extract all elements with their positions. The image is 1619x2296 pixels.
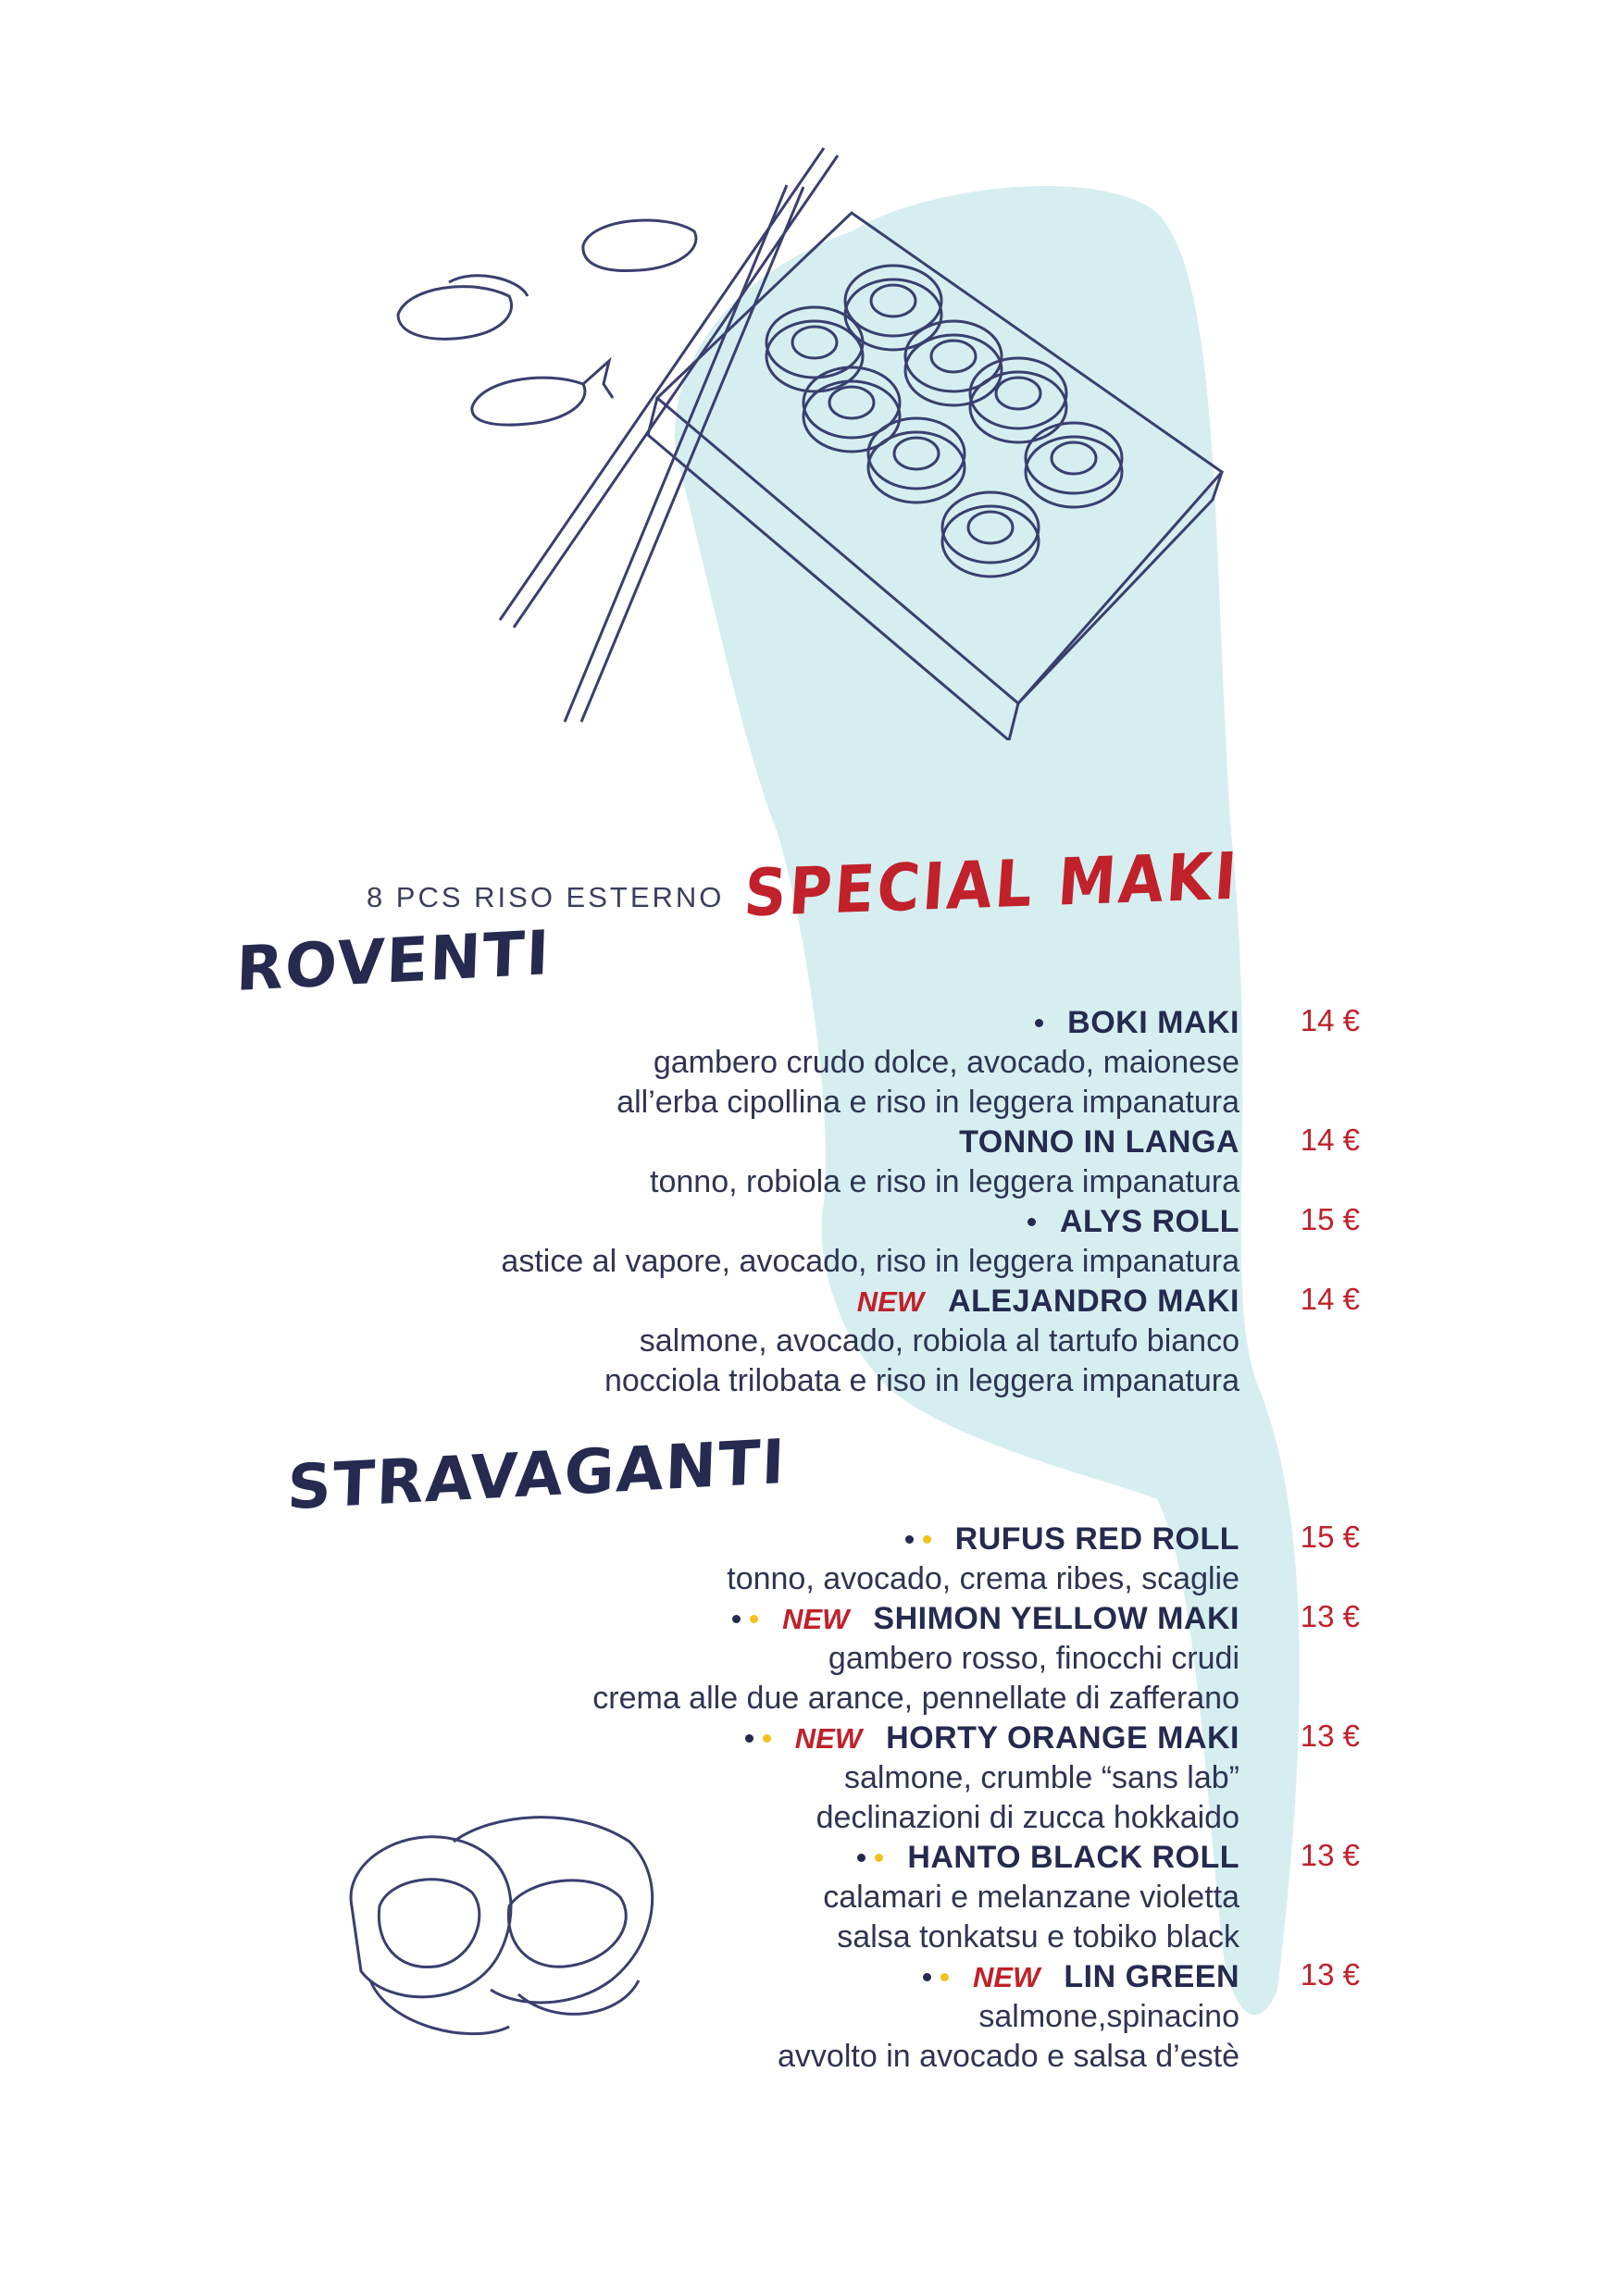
item-name: RUFUS RED ROLL [954,1521,1239,1557]
menu-header [366,838,1242,932]
section-items-roventi [129,1003,1360,1401]
item-description: calamari e melanzane violetta [823,1880,1239,1915]
item-description: astice al vapore, avocado, riso in leggera impanatura [501,1244,1239,1279]
item-name: ALYS ROLL [1059,1204,1239,1239]
item-name: SHIMON YELLOW MAKI [873,1601,1239,1636]
spice-dot-navy [1035,1019,1043,1027]
item-description: gambero crudo dolce, avocado, maionese [653,1045,1239,1080]
new-badge: NEW [782,1602,850,1635]
item-name: BOKI MAKI [1067,1005,1239,1040]
item-name: HANTO BLACK ROLL [907,1840,1239,1875]
section-title-roventi: ROVENTI [234,916,553,1006]
spice-dots [857,1854,892,1862]
spice-dot-navy [905,1535,914,1544]
item-description: declinazioni di zucca hokkaido [816,1800,1239,1835]
item-description: gambero rosso, finocchi crudi [828,1641,1239,1676]
menu-item-tonno-in-langa [129,1123,1360,1162]
item-description: salmone, crumble “sans lab” [843,1760,1239,1795]
item-price: 13 € [1300,1719,1360,1753]
spice-dot-navy [857,1854,866,1862]
spice-dot-yellow [940,1973,949,1981]
item-name: TONNO IN LANGA [959,1124,1239,1160]
spice-dot-navy [732,1615,741,1623]
new-badge: NEW [856,1285,925,1318]
header-title: SPECIAL MAKI [741,838,1242,932]
item-description: salmone, avocado, robiola al tartufo bianco [639,1323,1239,1359]
item-price: 13 € [1300,1599,1360,1633]
item-name: HORTY ORANGE MAKI [886,1720,1239,1756]
item-price: 15 € [1300,1520,1360,1554]
spice-dots [923,1973,958,1981]
item-price: 13 € [1300,1957,1360,1992]
spice-dot-yellow [923,1535,931,1544]
spice-dot-yellow [875,1854,883,1862]
spice-dots [732,1615,767,1623]
menu-item-hanto-black-roll [129,1838,1360,1878]
item-description: all’erba cipollina e riso in leggera impanatura [616,1085,1239,1120]
item-description: salsa tonkatsu e tobiko black [837,1919,1239,1955]
spice-dots [1035,1019,1052,1027]
sushi-board-illustration [370,130,1259,740]
item-price: 14 € [1300,1123,1360,1157]
new-badge: NEW [973,1960,1040,1993]
item-name: LIN GREEN [1064,1959,1239,1994]
item-name: ALEJANDRO MAKI [948,1284,1239,1319]
item-description: crema alle due arance, pennellate di zafferano [592,1681,1239,1716]
spice-dot-navy [923,1973,931,1981]
item-description: tonno, avocado, crema ribes, scaglie [727,1561,1239,1596]
menu-item-alejandro-maki [129,1282,1360,1322]
menu-item-rufus-red-roll [129,1520,1360,1559]
new-badge: NEW [794,1721,863,1755]
spice-dots [1027,1218,1045,1226]
menu-item-horty-orange-maki [129,1719,1360,1758]
spice-dot-navy [1027,1218,1036,1226]
item-price: 14 € [1300,1282,1360,1316]
item-description: salmone,spinacino [978,1999,1239,2034]
item-price: 14 € [1300,1003,1360,1037]
item-description: avvolto in avocado e salsa d’estè [778,2039,1239,2074]
section-title-stravaganti: STRAVAGANTI [286,1425,788,1524]
item-description: tonno, robiola e riso in leggera impanatura [650,1164,1239,1199]
menu-item-shimon-yellow-maki [129,1599,1360,1639]
spice-dots [745,1734,780,1743]
header-subtitle: 8 PCS RISO ESTERNO [366,881,725,913]
spice-dots [905,1535,940,1544]
spice-dot-navy [745,1734,753,1743]
menu-item-lin-green [129,1957,1360,1997]
spice-dot-yellow [763,1734,771,1743]
menu-item-alys-roll [129,1202,1360,1242]
item-price: 15 € [1300,1202,1360,1236]
spice-dot-yellow [750,1615,758,1623]
menu-item-boki-maki [129,1003,1360,1043]
item-price: 13 € [1300,1838,1360,1872]
section-items-stravaganti [129,1520,1360,2077]
item-description: nocciola trilobata e riso in leggera impanatura [604,1363,1239,1398]
